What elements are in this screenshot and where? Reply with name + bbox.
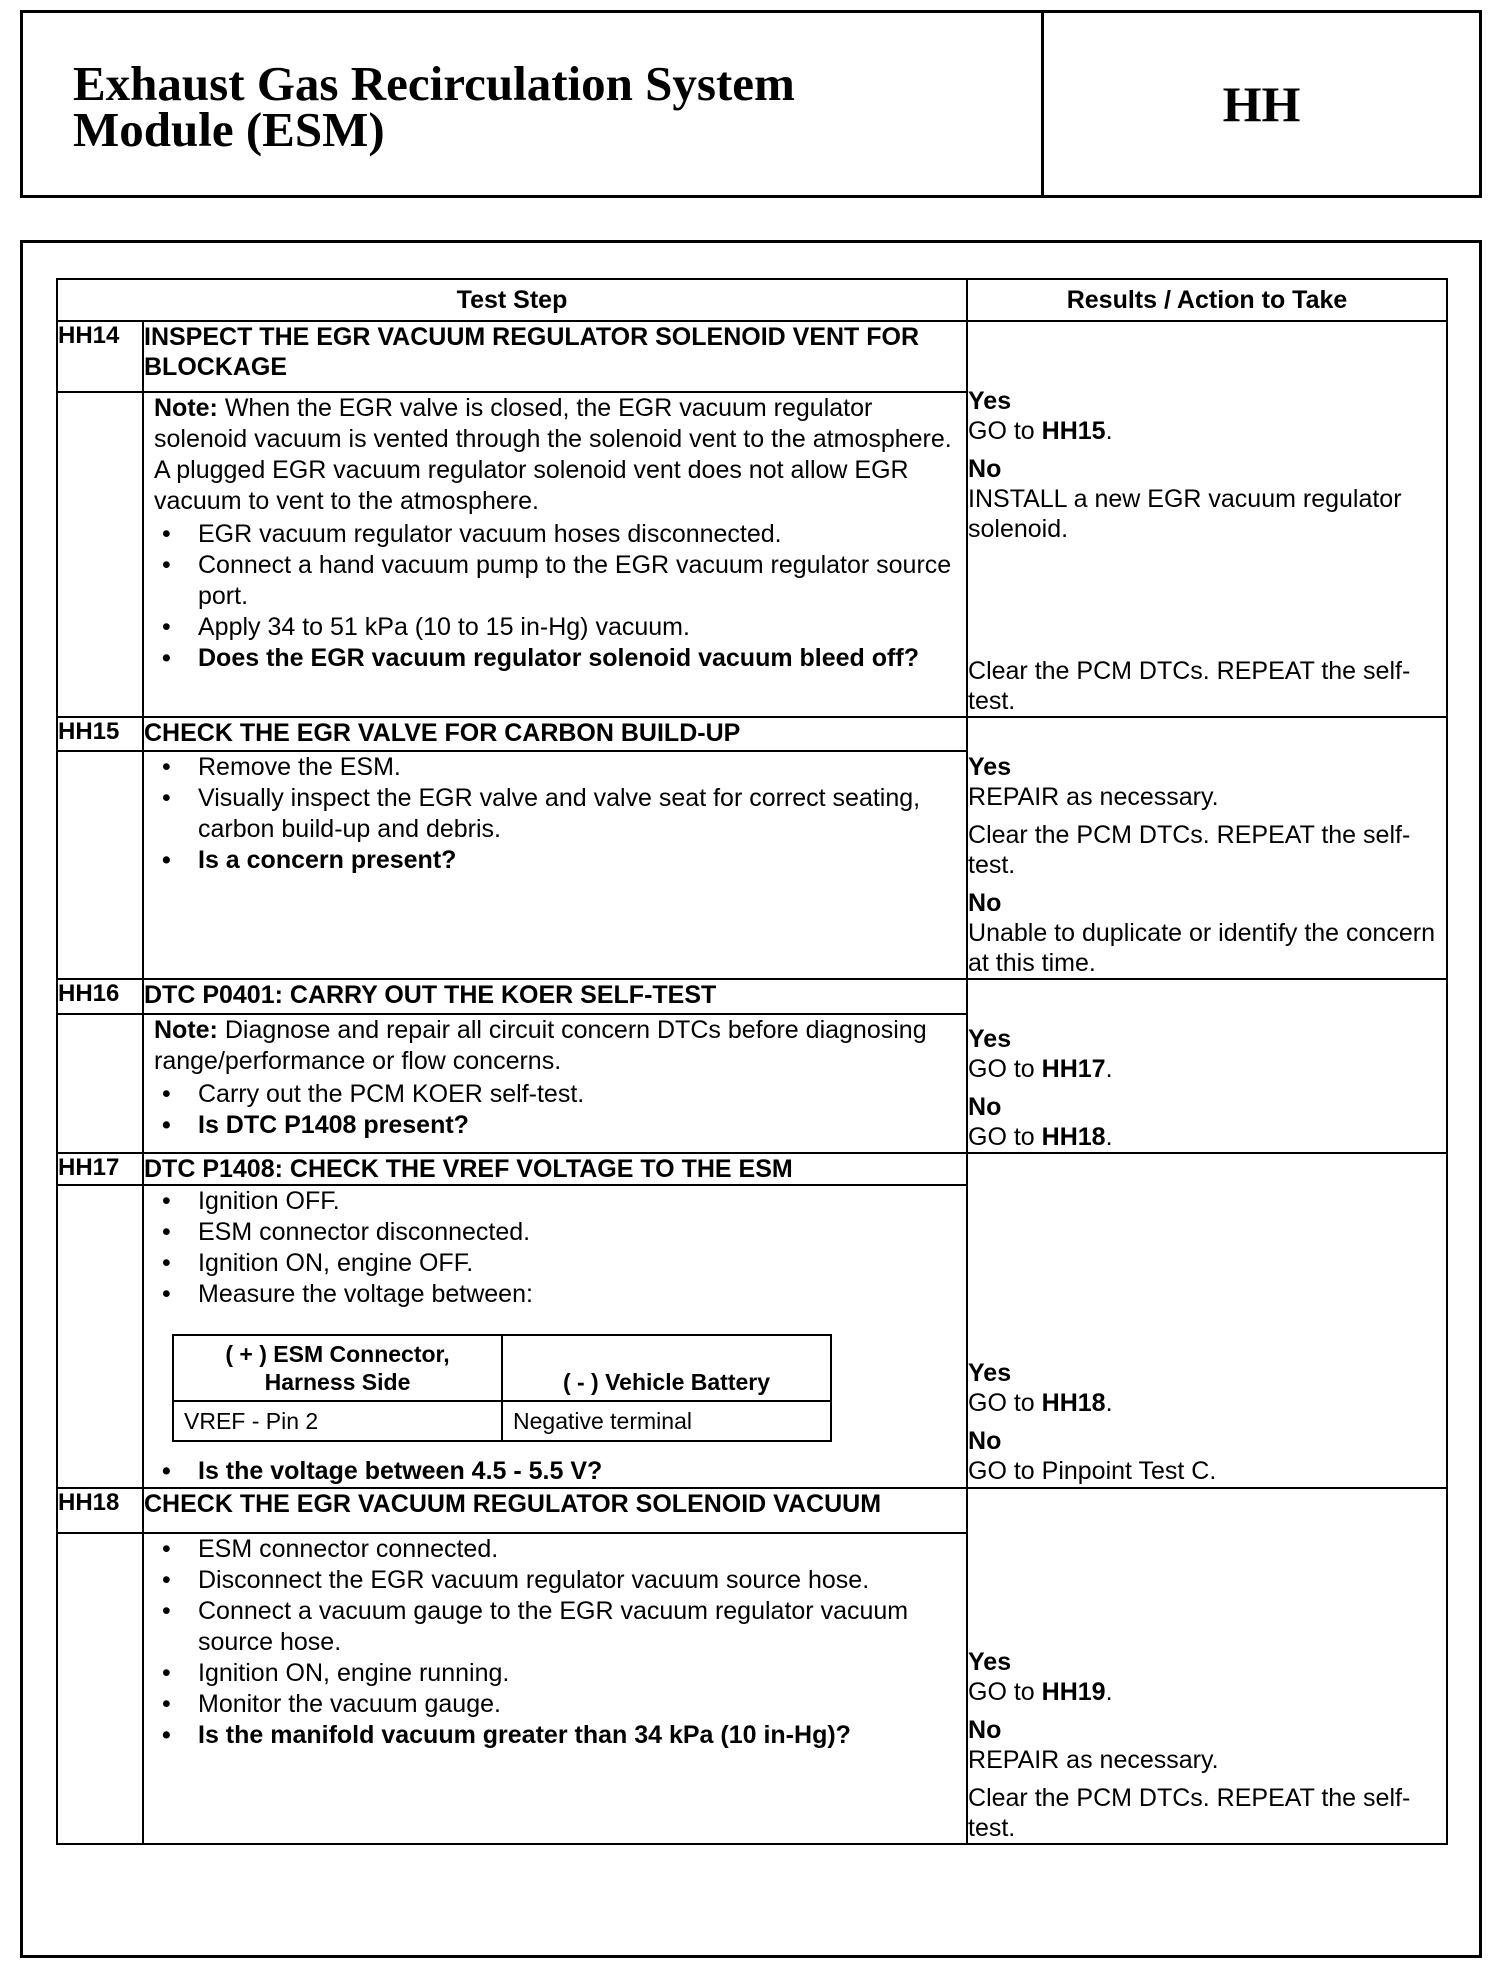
result-yes-text: GO to HH17. [968, 1055, 1113, 1083]
list-item: • Remove the ESM. [154, 752, 966, 783]
step-note: Note: When the EGR valve is closed, the EGR vacuum regulator solenoid vacuum is vented through the solenoid vent to the atmosphere. A plugged EGR vacuum regulator solenoid vent does not allow EGR vacuum to vent to the atmosphere. [154, 394, 952, 516]
result-yes-label: Yes [968, 387, 1012, 415]
list-item: • Ignition OFF. [154, 1186, 966, 1217]
step-hh18-title-row [57, 1488, 1447, 1533]
step-result [967, 321, 1447, 717]
result-no-label: No [968, 455, 1002, 483]
list-item: • Disconnect the EGR vacuum regulator vacuum source hose. [154, 1565, 966, 1596]
step-hh14-title-row [57, 321, 1447, 392]
col-test-step: Test Step [57, 279, 967, 321]
result-no-label: No [968, 889, 1002, 917]
test-step-table [56, 278, 1448, 1845]
voltage-cell: VREF - Pin 2 [173, 1401, 502, 1441]
result-yes-text: GO to HH19. [968, 1678, 1113, 1706]
col-results: Results / Action to Take [967, 279, 1447, 321]
step-id: HH17 [57, 1153, 143, 1185]
step-title: DTC P0401: CARRY OUT THE KOER SELF-TEST [143, 979, 967, 1014]
step-bullets [154, 1079, 966, 1141]
step-id: HH16 [57, 979, 143, 1014]
step-note: Note: Diagnose and repair all circuit concern DTCs before diagnosing range/performance or flow concerns. [154, 1015, 927, 1075]
table-header-row [57, 279, 1447, 321]
result-no-label: No [968, 1427, 1002, 1455]
list-item: • Ignition ON, engine OFF. [154, 1248, 966, 1279]
step-title: CHECK THE EGR VALVE FOR CARBON BUILD-UP [143, 717, 967, 751]
page-header [20, 10, 1482, 198]
step-bullets [154, 1534, 966, 1751]
step-question: • Is DTC P1408 present? [154, 1110, 966, 1141]
list-item: • ESM connector disconnected. [154, 1217, 966, 1248]
step-question: • Is a concern present? [154, 845, 966, 876]
step-bullets [154, 519, 966, 674]
step-id: HH14 [57, 321, 143, 392]
step-result [967, 979, 1447, 1153]
step-id: HH15 [57, 717, 143, 751]
result-no-text: Unable to duplicate or identify the concern at this time. [968, 919, 1435, 977]
result-no-text: GO to HH18. [968, 1123, 1113, 1151]
result-yes-text: REPAIR as necessary. [968, 783, 1219, 811]
step-hh17-title-row [57, 1153, 1447, 1185]
result-yes-label: Yes [968, 1648, 1012, 1676]
step-bullets [154, 1186, 966, 1310]
result-no-label: No [968, 1716, 1002, 1744]
step-question: • Does the EGR vacuum regulator solenoid vacuum bleed off? [154, 643, 966, 674]
step-title: INSPECT THE EGR VACUUM REGULATOR SOLENOID VENT FOR BLOCKAGE [143, 321, 967, 392]
result-yes-label: Yes [968, 1359, 1012, 1387]
step-result [967, 717, 1447, 979]
result-yes-label: Yes [968, 1025, 1012, 1053]
step-body [143, 751, 967, 979]
step-bullets [154, 752, 966, 876]
list-item: • ESM connector connected. [154, 1534, 966, 1565]
step-question: • Is the manifold vacuum greater than 34 kPa (10 in-Hg)? [154, 1720, 966, 1751]
result-extra: Clear the PCM DTCs. REPEAT the self-test. [968, 657, 1411, 715]
result-extra: Clear the PCM DTCs. REPEAT the self-test. [968, 821, 1411, 879]
step-body [143, 1533, 967, 1844]
step-title: CHECK THE EGR VACUUM REGULATOR SOLENOID VACUUM [143, 1488, 967, 1533]
step-result [967, 1488, 1447, 1844]
result-yes-text: GO to HH18. [968, 1389, 1113, 1417]
step-id: HH18 [57, 1488, 143, 1533]
step-body [143, 1185, 967, 1488]
result-no-text: INSTALL a new EGR vacuum regulator solenoid. [968, 485, 1402, 543]
result-no-text: GO to Pinpoint Test C. [968, 1457, 1217, 1485]
voltage-table [172, 1334, 832, 1442]
table-row [173, 1401, 831, 1441]
result-yes-text: GO to HH15. [968, 417, 1113, 445]
voltage-cell: Negative terminal [502, 1401, 831, 1441]
result-no-label: No [968, 1093, 1002, 1121]
list-item: • Measure the voltage between: [154, 1279, 966, 1310]
list-item: • Carry out the PCM KOER self-test. [154, 1079, 966, 1110]
list-item: • Visually inspect the EGR valve and valve seat for correct seating, carbon build-up and debris. [154, 783, 966, 845]
step-hh16-title-row [57, 979, 1447, 1014]
result-no-text: REPAIR as necessary. [968, 1746, 1219, 1774]
step-result [967, 1153, 1447, 1488]
list-item: • Connect a hand vacuum pump to the EGR vacuum regulator source port. [154, 550, 966, 612]
voltage-col-positive: ( + ) ESM Connector, Harness Side [173, 1335, 502, 1401]
step-hh15-title-row [57, 717, 1447, 751]
page-title-line2: Module (ESM) [73, 102, 385, 157]
step-question: • Is the voltage between 4.5 - 5.5 V? [154, 1456, 966, 1487]
voltage-col-negative: ( - ) Vehicle Battery [502, 1335, 831, 1401]
list-item: • Ignition ON, engine running. [154, 1658, 966, 1689]
section-code: HH [1222, 76, 1301, 132]
page-title [73, 56, 795, 157]
step-body [143, 1014, 967, 1153]
list-item: • EGR vacuum regulator vacuum hoses disconnected. [154, 519, 966, 550]
list-item: • Apply 34 to 51 kPa (10 to 15 in-Hg) vacuum. [154, 612, 966, 643]
list-item: • Monitor the vacuum gauge. [154, 1689, 966, 1720]
result-extra: Clear the PCM DTCs. REPEAT the self-test. [968, 1784, 1411, 1842]
voltage-table-header [173, 1335, 831, 1401]
step-body [143, 392, 967, 717]
result-yes-label: Yes [968, 753, 1012, 781]
step-title: DTC P1408: CHECK THE VREF VOLTAGE TO THE ESM [143, 1153, 967, 1185]
page-title-line1: Exhaust Gas Recirculation System [73, 56, 795, 111]
list-item: • Connect a vacuum gauge to the EGR vacuum regulator vacuum source hose. [154, 1596, 966, 1658]
